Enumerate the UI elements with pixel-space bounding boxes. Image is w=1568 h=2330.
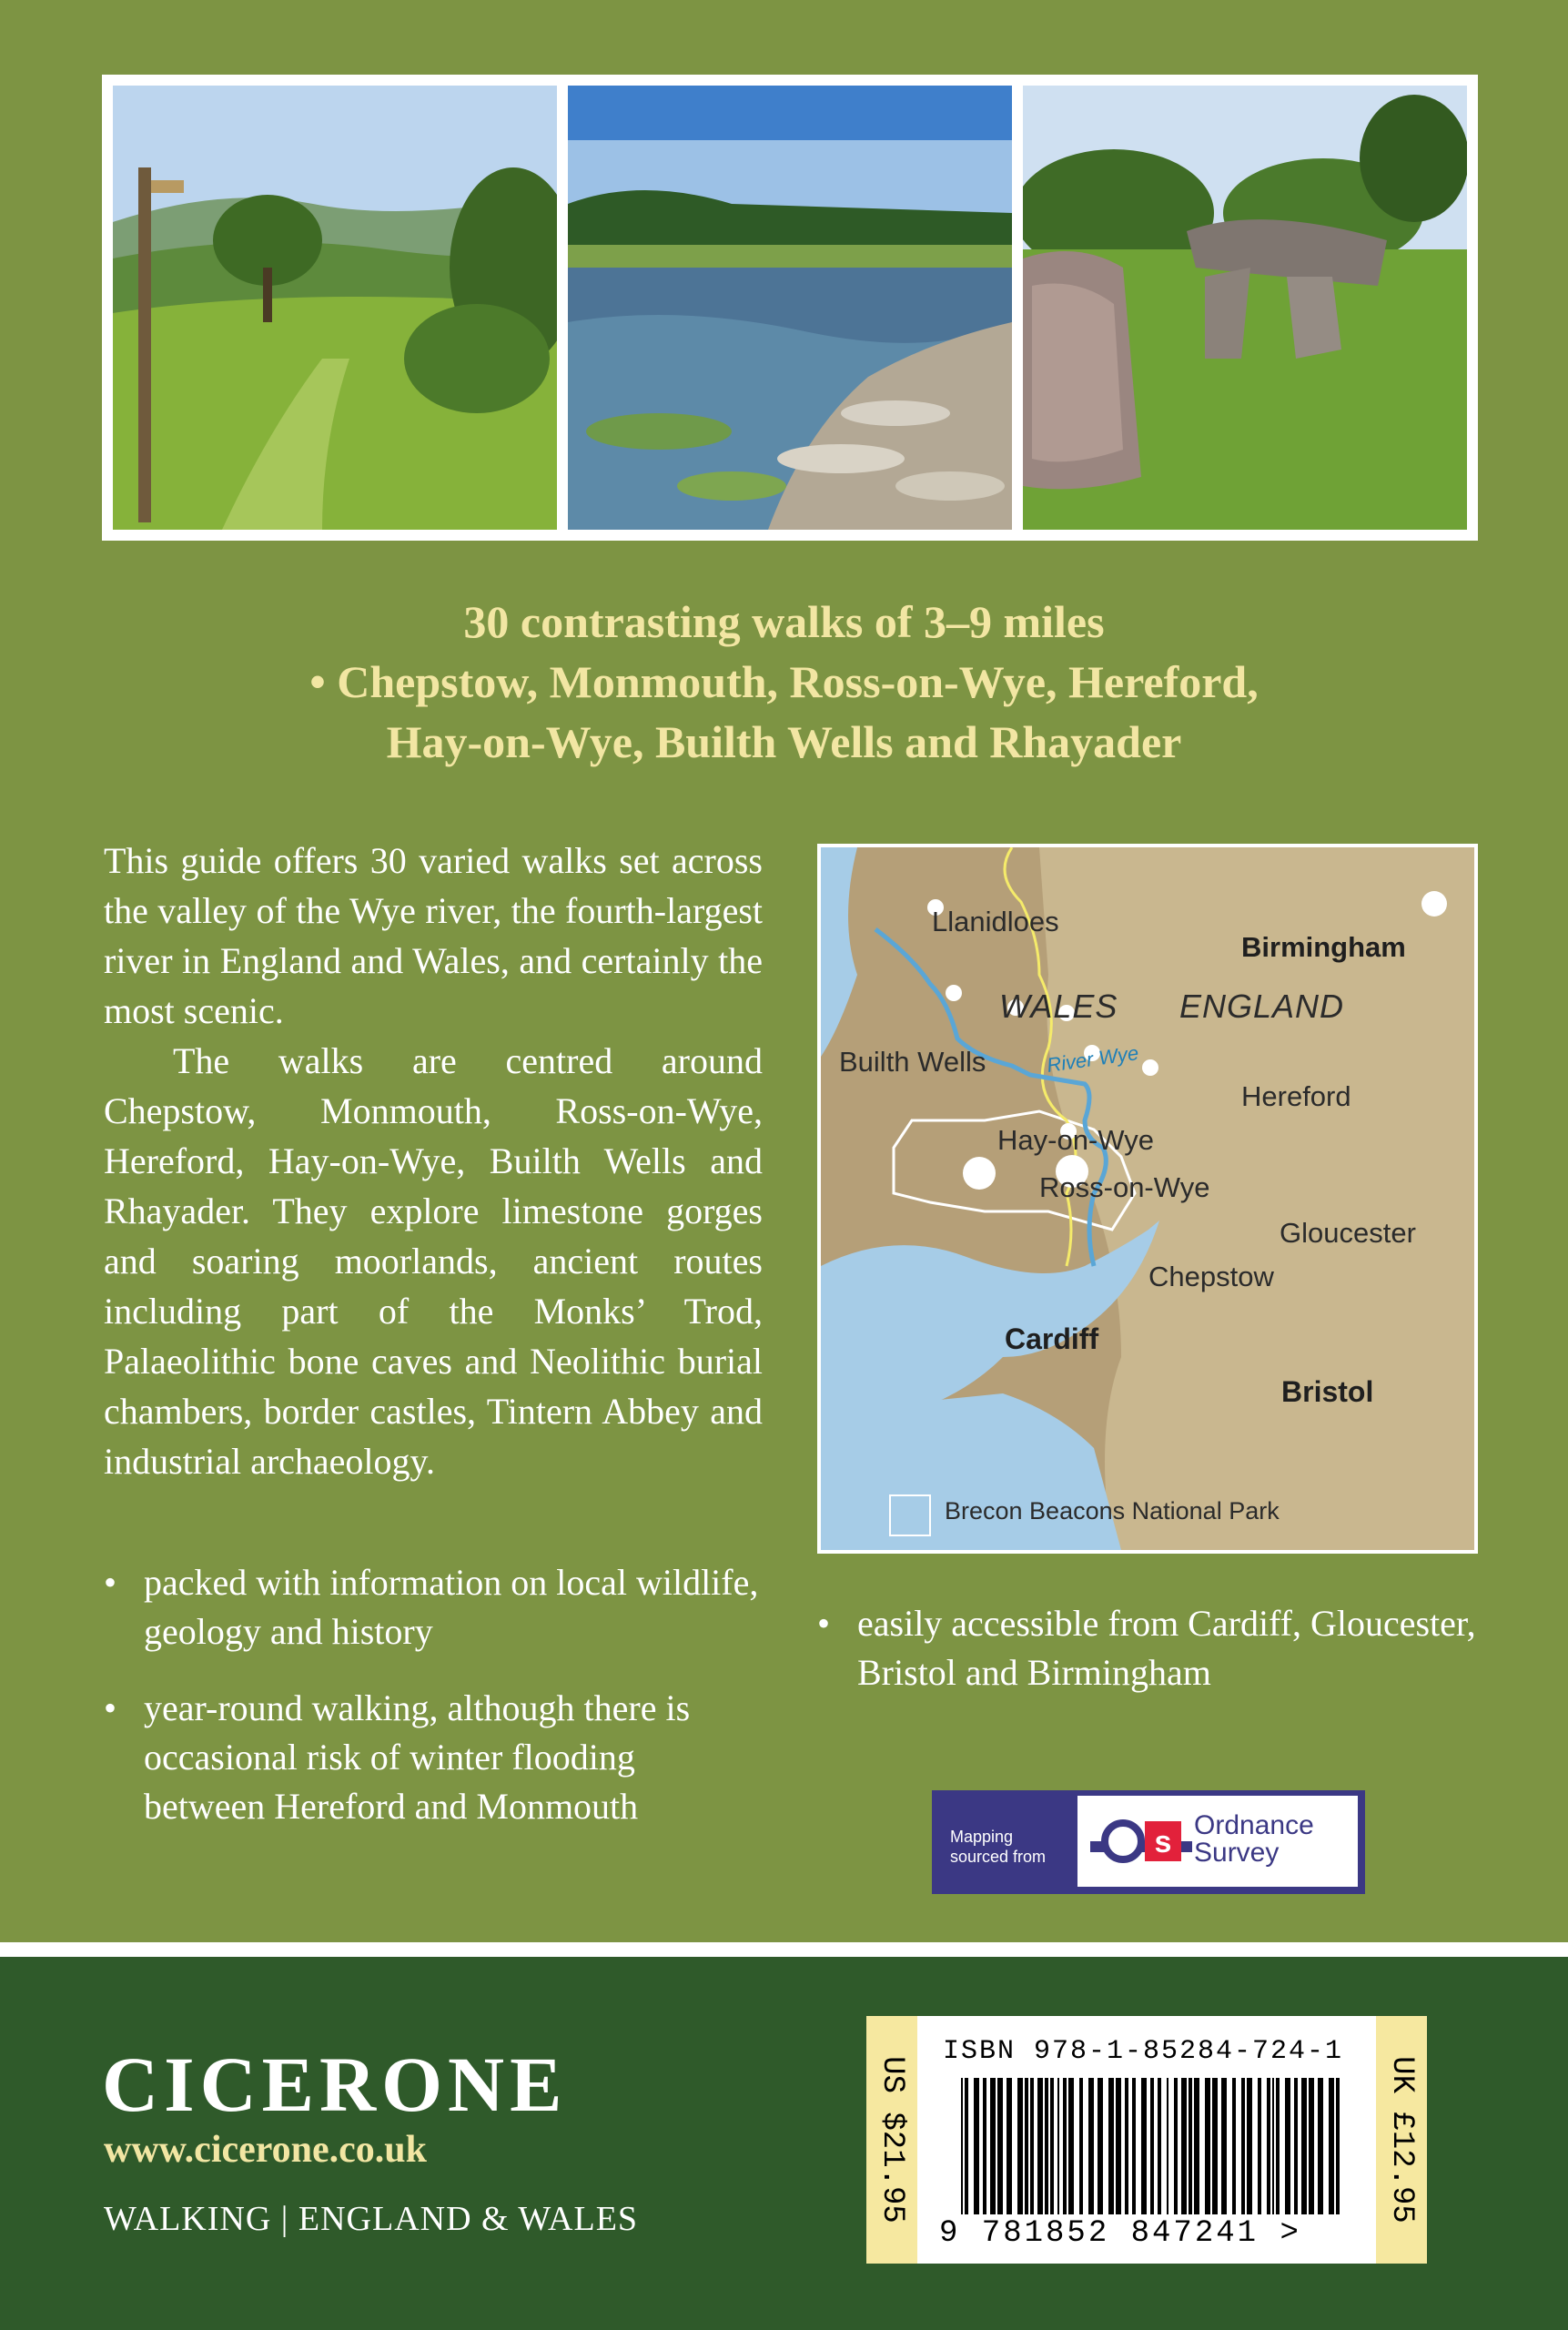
- barcode-bar: [1150, 2078, 1154, 2214]
- barcode-bar: [1285, 2078, 1290, 2214]
- barcode-bar: [1301, 2078, 1307, 2214]
- map-label-river-wye: River Wye: [1045, 1041, 1140, 1077]
- map-label-builth-wells: Builth Wells: [839, 1046, 986, 1078]
- barcode-bar: [965, 2078, 968, 2214]
- price-us-strip: [866, 2016, 917, 2264]
- photo-strip: [102, 75, 1478, 541]
- os-word-survey: Survey: [1194, 1838, 1280, 1868]
- feature-item: [104, 1684, 759, 1831]
- barcode-bar: [1258, 2078, 1261, 2214]
- publisher-url: www.cicerone.co.uk: [104, 2129, 428, 2171]
- os-caption-line-2: sourced from: [950, 1848, 1047, 1866]
- feature-text: year-round walking, although there is occasional risk of winter flooding between Hereford and Monmouth: [144, 1687, 691, 1827]
- barcode-bar: [1108, 2078, 1114, 2214]
- photo-river-wye: [568, 86, 1012, 530]
- headline: [0, 592, 1568, 772]
- barcode-bar: [1025, 2078, 1028, 2214]
- os-wordmark: [1194, 1812, 1314, 1867]
- barcode-bar: [1221, 2078, 1227, 2214]
- map-legend: Brecon Beacons National Park: [945, 1497, 1280, 1525]
- barcode-bar: [1309, 2078, 1314, 2214]
- feature-text: easily accessible from Cardiff, Gloucester, Bristol and Birmingham: [857, 1603, 1476, 1693]
- barcode-bar: [1181, 2078, 1187, 2214]
- barcode-bar: [1007, 2078, 1012, 2214]
- intro-paragraph-1: This guide offers 30 varied walks set across the valley of the Wye river, the fourth-largest river in England and Wales, and certainly the most scenic.: [104, 840, 763, 1031]
- barcode-bar: [1017, 2078, 1023, 2214]
- barcode-panel: [866, 2016, 1427, 2264]
- map-label-gloucester: Gloucester: [1280, 1217, 1416, 1249]
- headline-line-2: • Chepstow, Monmouth, Ross-on-Wye, Hereford,: [309, 656, 1259, 707]
- barcode-bar: [1088, 2078, 1094, 2214]
- ean-number: 9 781852 847241 >: [939, 2216, 1301, 2251]
- price-uk: UK £12.95: [1384, 2056, 1419, 2224]
- barcode-bar: [1318, 2078, 1323, 2214]
- barcode-bar: [1132, 2078, 1136, 2214]
- barcode-bar: [1194, 2078, 1199, 2214]
- barcode-bar: [1079, 2078, 1083, 2214]
- map-label-hereford: Hereford: [1241, 1080, 1351, 1112]
- barcode-bar: [1063, 2078, 1067, 2214]
- publisher-logo: CICERONE: [102, 2041, 568, 2128]
- headline-line-1: 30 contrasting walks of 3–9 miles: [463, 596, 1105, 647]
- map-label-cardiff: Cardiff: [1005, 1322, 1099, 1355]
- barcode-bar: [1045, 2078, 1048, 2214]
- map-label-wales: WALES: [999, 988, 1118, 1025]
- barcode-bar: [1037, 2078, 1043, 2214]
- isbn-number: ISBN 978-1-85284-724-1: [943, 2036, 1344, 2067]
- map-label-england: ENGLAND: [1179, 988, 1345, 1025]
- barcode-bar: [997, 2078, 1003, 2214]
- map-label-birmingham: Birmingham: [1241, 931, 1406, 963]
- barcode-bar: [1158, 2078, 1161, 2214]
- barcode-bar: [1098, 2078, 1103, 2214]
- barcode-bar: [961, 2078, 963, 2214]
- feature-list-right: [817, 1599, 1509, 1725]
- feature-item: [104, 1558, 759, 1656]
- map-label-llanidloes: Llanidloes: [932, 906, 1059, 937]
- map-label-ross-on-wye: Ross-on-Wye: [1039, 1171, 1210, 1203]
- feature-text: packed with information on local wildlife, geology and history: [144, 1562, 759, 1652]
- barcode-bar: [1174, 2078, 1178, 2214]
- price-uk-strip: [1376, 2016, 1427, 2264]
- map-label-chepstow: Chepstow: [1148, 1261, 1274, 1292]
- bullet-icon: •: [104, 1562, 117, 1603]
- barcode-bar: [1030, 2078, 1034, 2214]
- barcode-bar: [1294, 2078, 1298, 2214]
- barcode-bar: [1232, 2078, 1236, 2214]
- barcode-bar: [990, 2078, 996, 2214]
- intro-text: [104, 836, 763, 1486]
- barcode-bar: [1205, 2078, 1210, 2214]
- bullet-icon: •: [817, 1603, 831, 1644]
- barcode-bar: [1267, 2078, 1270, 2214]
- barcode-bar: [1189, 2078, 1192, 2214]
- barcode-bar: [1125, 2078, 1128, 2214]
- barcode-bar: [1276, 2078, 1280, 2214]
- barcode-bar: [1141, 2078, 1147, 2214]
- region-map: [817, 844, 1478, 1554]
- photo-burial-chamber: [1023, 86, 1467, 530]
- barcode-bar: [1336, 2078, 1340, 2214]
- map-label-bristol: Bristol: [1281, 1375, 1374, 1408]
- ordnance-survey-logo: [932, 1790, 1365, 1894]
- barcode-bar: [1241, 2078, 1245, 2214]
- barcode-bar: [1329, 2078, 1334, 2214]
- barcode-bar: [1068, 2078, 1074, 2214]
- barcode-bar: [1167, 2078, 1168, 2214]
- os-word-ordnance: Ordnance: [1194, 1810, 1314, 1840]
- barcode-bar: [983, 2078, 986, 2214]
- barcode-bars: [961, 2078, 1343, 2214]
- barcode-bar: [1212, 2078, 1218, 2214]
- headline-line-3: Hay-on-Wye, Builth Wells and Rhayader: [386, 716, 1182, 767]
- map-label-hay-on-wye: Hay-on-Wye: [997, 1124, 1154, 1156]
- footer-divider: [0, 1942, 1568, 1957]
- feature-item: [817, 1599, 1509, 1697]
- bullet-icon: •: [104, 1687, 117, 1728]
- feature-list-left: [104, 1558, 759, 1859]
- barcode-bar: [1116, 2078, 1121, 2214]
- barcode-bar: [1050, 2078, 1054, 2214]
- price-us: US $21.95: [875, 2056, 909, 2224]
- os-logo-panel: [1077, 1796, 1358, 1887]
- os-caption-line-1: Mapping: [950, 1828, 1014, 1846]
- photo-hillside-path: [113, 86, 557, 530]
- book-category: WALKING | ENGLAND & WALES: [104, 2200, 639, 2238]
- barcode-bar: [1272, 2078, 1274, 2214]
- barcode-bar: [1247, 2078, 1252, 2214]
- intro-paragraph-2: The walks are centred around Chepstow, Monmouth, Ross-on-Wye, Hereford, Hay-on-Wye, Builth Wells and Rhayader. They explore limestone gorges and soaring moorlands, ancient routes including part of the Monks’ Trod, Palaeolithic bone caves and Neolithic burial chambers, border castles, Tintern Abbey and industrial archaeology.: [104, 1040, 763, 1482]
- os-logo-caption: [950, 1827, 1046, 1867]
- barcode-bar: [974, 2078, 979, 2214]
- barcode-bar: [1057, 2078, 1059, 2214]
- svg-text:s: s: [1154, 1825, 1172, 1859]
- os-mark-icon: [1090, 1814, 1192, 1869]
